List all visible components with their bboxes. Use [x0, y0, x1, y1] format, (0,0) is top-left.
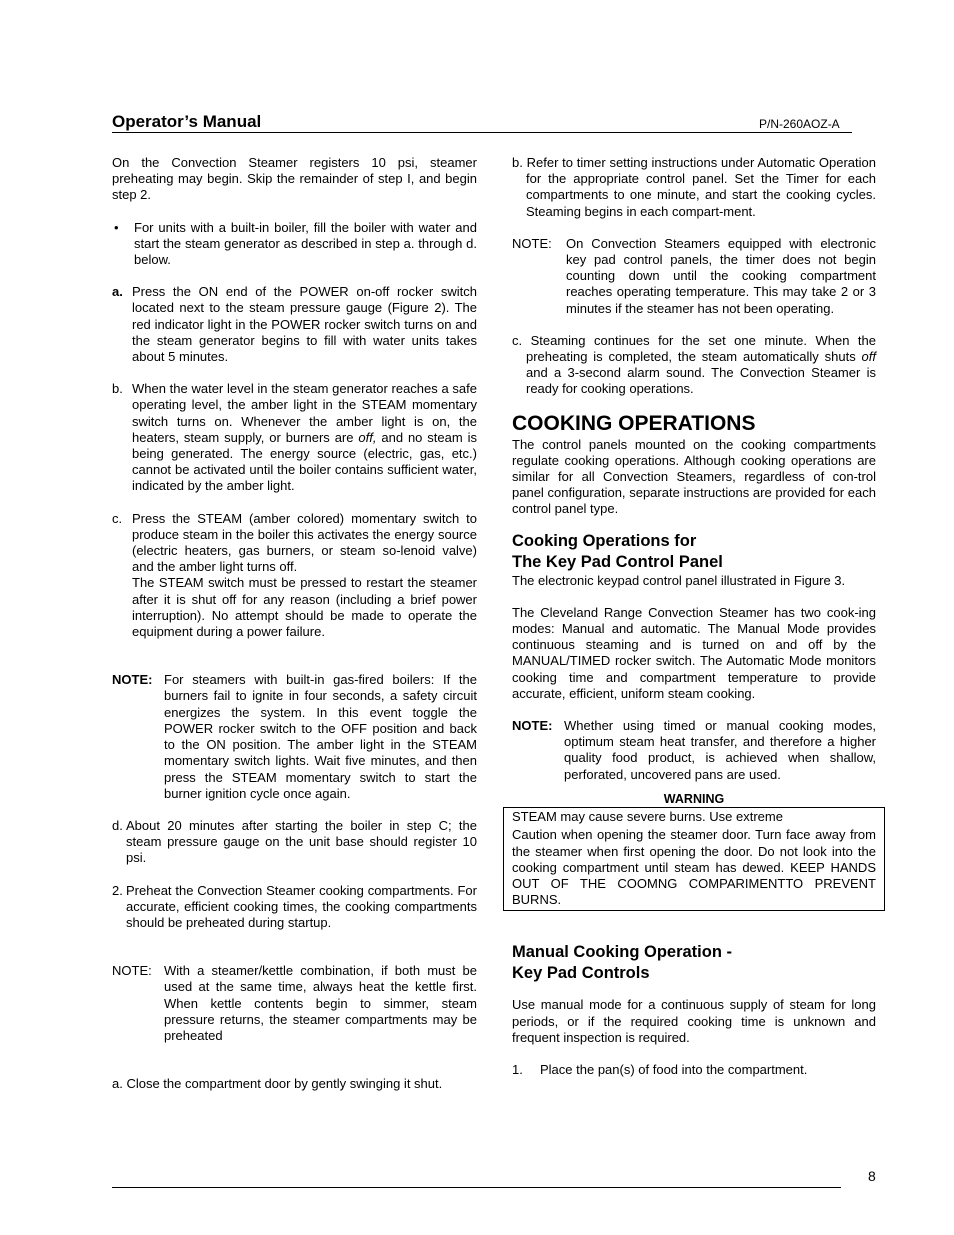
step-b-off: off,: [358, 429, 377, 445]
step-b-text-2: and no steam is being generated. The energy source (electric, gas, etc.) cannot be activated until the boiler contains sufficient water, indicated by the amber light.: [132, 429, 477, 494]
note-text: Whether using timed or manual cooking modes, optimum steam heat transfer, and therefore a higher quality food product, is achieved when shallow, perforated, uncovered pans are used.: [564, 718, 876, 782]
step-c-continuation: The STEAM switch must be pressed to restart the steamer after it is shut off for any reason (including a brief power interruption). No attempt should be made to operate the equipment during a power failure.: [132, 575, 477, 640]
note-text: With a steamer/kettle combination, if both must be used at the same time, always heat the kettle first. When kettle contents begin to simmer, steam pressure returns, the steamer compartments may be preheated: [164, 963, 477, 1043]
bullet-text: For units with a built-in boiler, fill the boiler with water and start the steam generator as described in step a. through d. below.: [134, 219, 477, 268]
right-column: [512, 155, 876, 1078]
keypad-heading-line2: The Key Pad Control Panel: [512, 552, 723, 571]
step-d-label: d.: [112, 817, 123, 833]
keypad-paragraph: The electronic keypad control panel illustrated in Figure 3.: [512, 572, 846, 588]
step-c-text: Press the STEAM (amber colored) momentary switch to produce steam in the boiler this activates the energy source (electric heaters, gas burners, or steam so-lenoid valve) and the amber light turns off.: [132, 510, 477, 575]
step-b-text: [132, 381, 477, 494]
header-divider: [112, 132, 852, 133]
note-keypad-timer: [512, 236, 876, 317]
step-1: [512, 1062, 876, 1078]
warning-line1: STEAM may cause severe burns. Use extreme: [512, 809, 783, 825]
step-d-text: About 20 minutes after starting the boiler in step C; the steam pressure gauge on the unit base should register 10 psi.: [126, 817, 477, 866]
note-text: On Convection Steamers equipped with electronic key pad control panels, the timer does not begin counting down until the cooking compartment reaches operating temperature. This may take 2 or 3 minutes if the steamer has not been operating.: [566, 235, 876, 316]
note-pans: [512, 718, 876, 783]
bullet-item: [112, 220, 477, 269]
warning-body: Caution when opening the steamer door. Turn face away from the steamer when first opening the door. Do not look into the cooking compartment until steam has dewed. KEEP HANDS OUT OF THE COOMNG COMPARIMENTTO PREVENT BURNS.: [512, 827, 876, 908]
footer-divider: [112, 1187, 841, 1188]
note-text: For steamers with built-in gas-fired boilers: If the burners fail to ignite in four seconds, a safety circuit energizes the system. In this event toggle the POWER rocker switch to the OFF position and back to the ON position. The amber light in the STEAM momentary switch lights. Wait five minutes, and then press the STEAM momentary switch to start the burner ignition cycle once again.: [164, 672, 477, 801]
step-b-timer: b. Refer to timer setting instructions under Automatic Operation for the appropriate control panel. Set the Timer for each compartments to one minute, and start the cooking cycles. Steaming begins in each compart-ment.: [512, 155, 876, 219]
cooking-modes-paragraph: The Cleveland Range Convection Steamer has two cook-ing modes: Manual and automatic. The Manual Mode provides continuous steaming and is turned on and off by the MANUAL/TIMED rocker switch. The Automatic Mode monitors cooking time and compartment temperature to provide accurate, efficient, uniform steam cooking.: [512, 604, 876, 701]
step-2-text: Preheat the Convection Steamer cooking compartments. For accurate, efficient cooking times, the cooking compartments should be preheated during startup.: [126, 882, 477, 930]
warning-label: WARNING: [663, 791, 725, 806]
step-c-text-2: and a 3-second alarm sound. The Convection Steamer is ready for cooking operations.: [526, 365, 876, 397]
part-number: P/N-260AOZ-A: [759, 117, 840, 131]
step-1-label: 1.: [512, 1061, 523, 1077]
step-c-label: c.: [112, 510, 123, 526]
step-d: [112, 818, 477, 867]
step-c: [112, 511, 477, 576]
step-a-close-door: a. Close the compartment door by gently swinging it shut.: [112, 1076, 443, 1092]
note-label: NOTE:: [112, 963, 152, 979]
note-label: NOTE:: [512, 718, 553, 734]
manual-mode-paragraph: Use manual mode for a continuous supply of steam for long periods, or if the required cooking time is unknown and frequent inspection is required.: [512, 997, 876, 1045]
manual-heading-line2: Key Pad Controls: [512, 964, 650, 983]
step-a: [112, 284, 477, 365]
step-c-text-1: c. Steaming continues for the set one minute. When the preheating is completed, the steam automatically shuts: [512, 332, 876, 365]
page-number: 8: [868, 1168, 876, 1184]
bullet-mark: •: [114, 219, 119, 235]
intro-paragraph: On the Convection Steamer registers 10 psi, steamer preheating may begin. Skip the remainder of step I, and begin step 2.: [112, 155, 477, 203]
step-1-text: Place the pan(s) of food into the compartment.: [540, 1061, 808, 1077]
note-kettle: [112, 963, 477, 1044]
step-a-label: a.: [112, 284, 123, 300]
note-gas-boilers: [112, 672, 477, 802]
keypad-heading: [512, 531, 876, 573]
step-b-label: b.: [112, 381, 123, 397]
cooking-operations-heading: COOKING OPERATIONS: [512, 411, 756, 435]
step-b-text-1: When the water level in the steam generator reaches a safe operating level, the amber light in the STEAM momentary switch turns on. Whenever the amber light is on, the heaters, steam supply, or burners are: [132, 381, 477, 445]
note-label: NOTE:: [112, 672, 153, 688]
left-column: [112, 155, 477, 1092]
warning-box: [503, 807, 885, 911]
manual-operation-heading: [512, 942, 876, 984]
note-label: NOTE:: [512, 235, 552, 251]
step-2-label: 2.: [112, 882, 123, 898]
manual-title: Operator’s Manual: [112, 112, 262, 131]
step-2: [112, 883, 477, 932]
keypad-heading-line1: Cooking Operations for: [512, 531, 697, 550]
step-a-text: Press the ON end of the POWER on-off rocker switch located next to the steam pressure gauge (Figure 2). The red indicator light in the POWER rocker switch turns on and the steam generator begins to fill with water units takes about 5 minutes.: [132, 284, 477, 365]
manual-heading-line1: Manual Cooking Operation -: [512, 943, 733, 962]
step-b: [112, 381, 477, 494]
step-c-steaming: [512, 333, 876, 398]
cooking-operations-paragraph: The control panels mounted on the cooking compartments regulate cooking operations. Although cooking operations are similar for all Convection Steamers, regardless of con-trol panel configuration, separate instructions are provided for each control panel type.: [512, 436, 876, 517]
step-c-off: off: [861, 349, 876, 365]
